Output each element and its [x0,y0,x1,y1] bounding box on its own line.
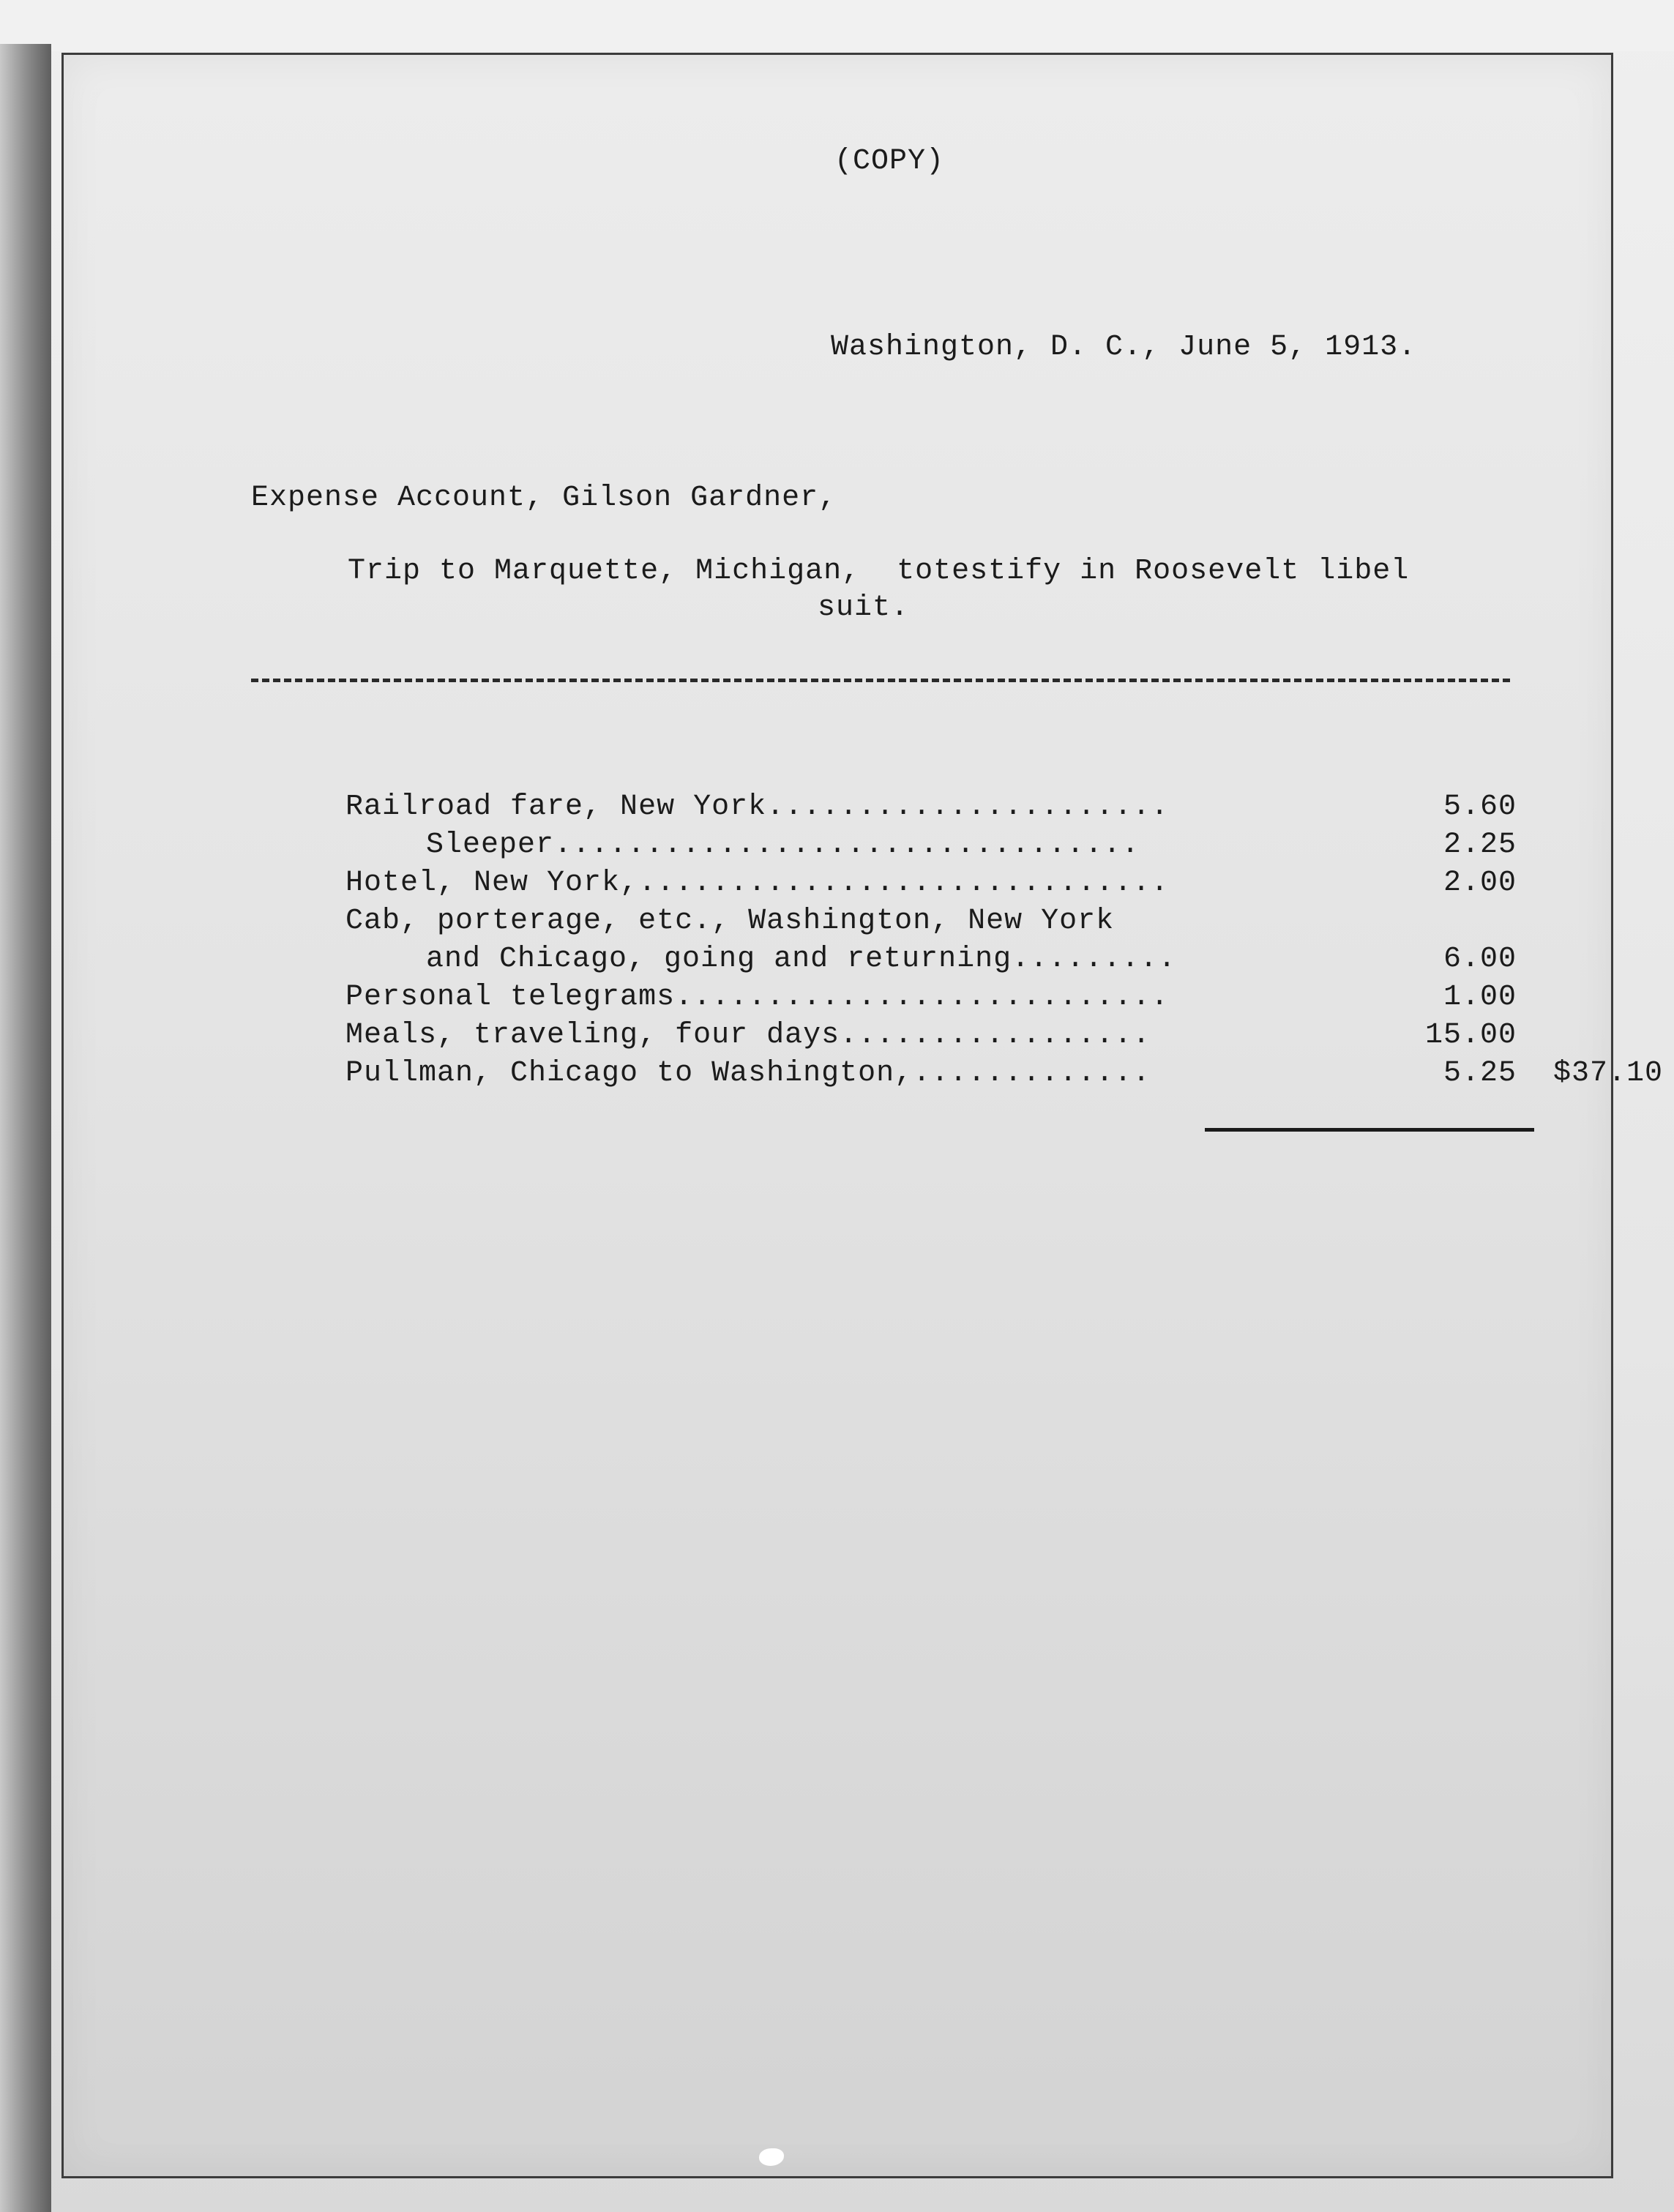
expense-description: and Chicago, going and returning......... [426,943,1177,976]
expense-description: Personal telegrams........................... [345,981,1170,1014]
expense-amount: 5.60 [1443,791,1517,823]
expense-amount: 1.00 [1443,981,1517,1014]
total-underline [1205,1128,1534,1132]
expense-description: Pullman, Chicago to Washington,............. [345,1057,1151,1090]
photo-top-edge [0,0,1674,51]
account-title: Expense Account, Gilson Gardner, [251,482,837,515]
expense-total: $37.10 [1552,1057,1663,1090]
expense-row [345,788,1634,826]
document-page [61,53,1663,2178]
dateline: Washington, D. C., June 5, 1913. [831,331,1417,364]
expense-amount: 6.00 [1443,943,1517,976]
expense-row [345,903,1634,941]
expense-list [345,788,1663,1093]
expense-row [345,826,1634,864]
expense-row [345,864,1634,903]
expense-amount: 2.00 [1443,867,1517,900]
expense-amount: 2.25 [1443,829,1517,862]
expense-row [345,1017,1634,1055]
expense-row [345,1055,1663,1093]
expense-description: Cab, porterage, etc., Washington, New York [345,905,1115,938]
trip-description-line-2: suit. [818,591,910,624]
expense-description: Sleeper................................ [426,829,1140,862]
expense-description: Meals, traveling, four days................. [345,1019,1151,1052]
copy-tag: (COPY) [834,145,945,178]
expense-amount: 15.00 [1424,1019,1517,1052]
expense-row [345,979,1634,1017]
paper-smudge [759,2148,784,2166]
expense-amount: 5.25 [1443,1057,1517,1090]
expense-description: Hotel, New York,............................. [345,867,1170,900]
expense-description: Railroad fare, New York...................... [345,791,1170,823]
trip-description-line-1: Trip to Marquette, Michigan, totestify in Roosevelt libel [348,555,1410,588]
dashed-separator [251,679,1510,682]
photo-left-shadow [0,44,51,2212]
expense-row [345,941,1634,979]
